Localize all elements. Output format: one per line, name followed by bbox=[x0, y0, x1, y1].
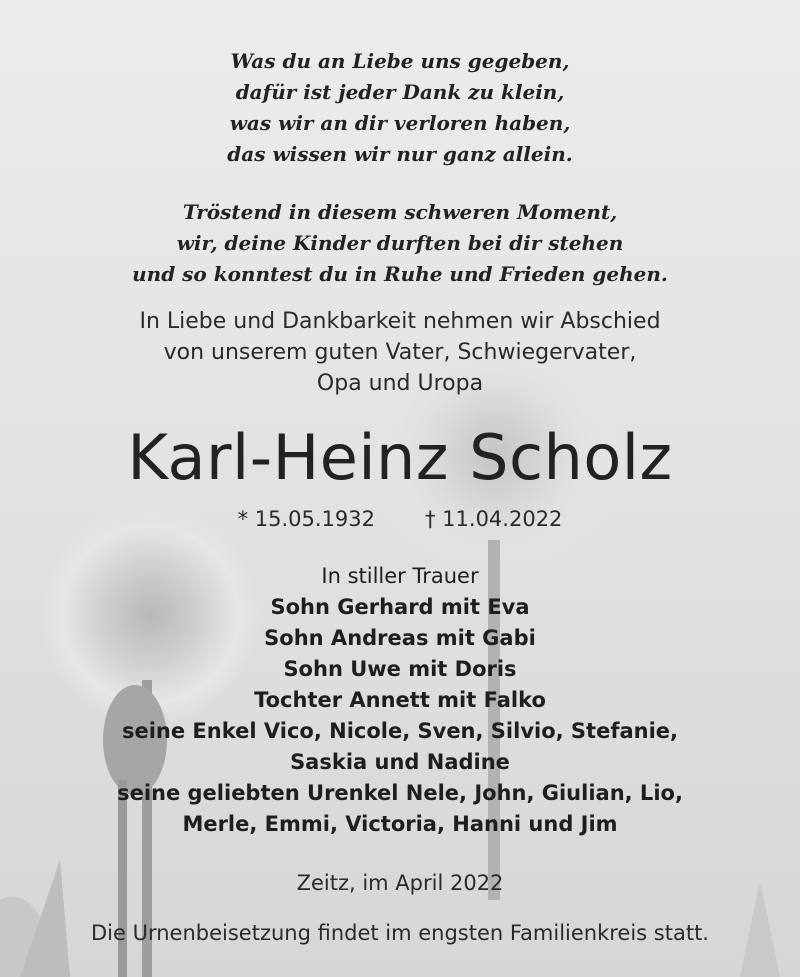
poem-line: wir, deine Kinder durften bei dir stehen bbox=[176, 231, 624, 255]
poem-line: und so konntest du in Ruhe und Frieden gehen. bbox=[132, 262, 668, 286]
intro-line: von unserem guten Vater, Schwiegervater, bbox=[163, 340, 637, 365]
mourner-line: Saskia und Nadine bbox=[290, 750, 510, 774]
mourner-line: Sohn Gerhard mit Eva bbox=[270, 595, 530, 619]
poem-line: Was du an Liebe uns gegeben, bbox=[230, 49, 570, 73]
poem-stanza-1 bbox=[0, 46, 800, 170]
life-dates bbox=[0, 504, 800, 534]
poem-line: dafür ist jeder Dank zu klein, bbox=[235, 80, 565, 104]
place-and-date: Zeitz, im April 2022 bbox=[296, 871, 504, 895]
mourner-line: Sohn Uwe mit Doris bbox=[283, 657, 517, 681]
poem-line: was wir an dir verloren haben, bbox=[229, 111, 571, 135]
farewell-intro bbox=[0, 306, 800, 399]
birth-date: * 15.05.1932 bbox=[237, 507, 375, 531]
poem-line: Tröstend in diesem schweren Moment, bbox=[182, 200, 618, 224]
mourner-line: Merle, Emmi, Victoria, Hanni und Jim bbox=[182, 812, 618, 836]
mourner-line: seine Enkel Vico, Nicole, Sven, Silvio, Stefanie, bbox=[121, 719, 679, 743]
mourner-line: Sohn Andreas mit Gabi bbox=[264, 626, 536, 650]
mourner-line: Tochter Annett mit Falko bbox=[254, 688, 546, 712]
mourner-line: seine geliebten Urenkel Nele, John, Giulian, Lio, bbox=[117, 781, 683, 805]
intro-line: In Liebe und Dankbarkeit nehmen wir Abschied bbox=[139, 309, 661, 334]
poem-stanza-2 bbox=[0, 197, 800, 290]
deceased-name: Karl-Heinz Scholz bbox=[127, 421, 673, 494]
death-date: † 11.04.2022 bbox=[425, 507, 563, 531]
poem-line: das wissen wir nur ganz allein. bbox=[227, 142, 573, 166]
mourners-list bbox=[0, 561, 800, 840]
mourning-heading: In stiller Trauer bbox=[321, 564, 479, 588]
burial-note: Die Urnenbeisetzung findet im engsten Familienkreis statt. bbox=[90, 921, 709, 945]
intro-line: Opa und Uropa bbox=[316, 371, 484, 396]
